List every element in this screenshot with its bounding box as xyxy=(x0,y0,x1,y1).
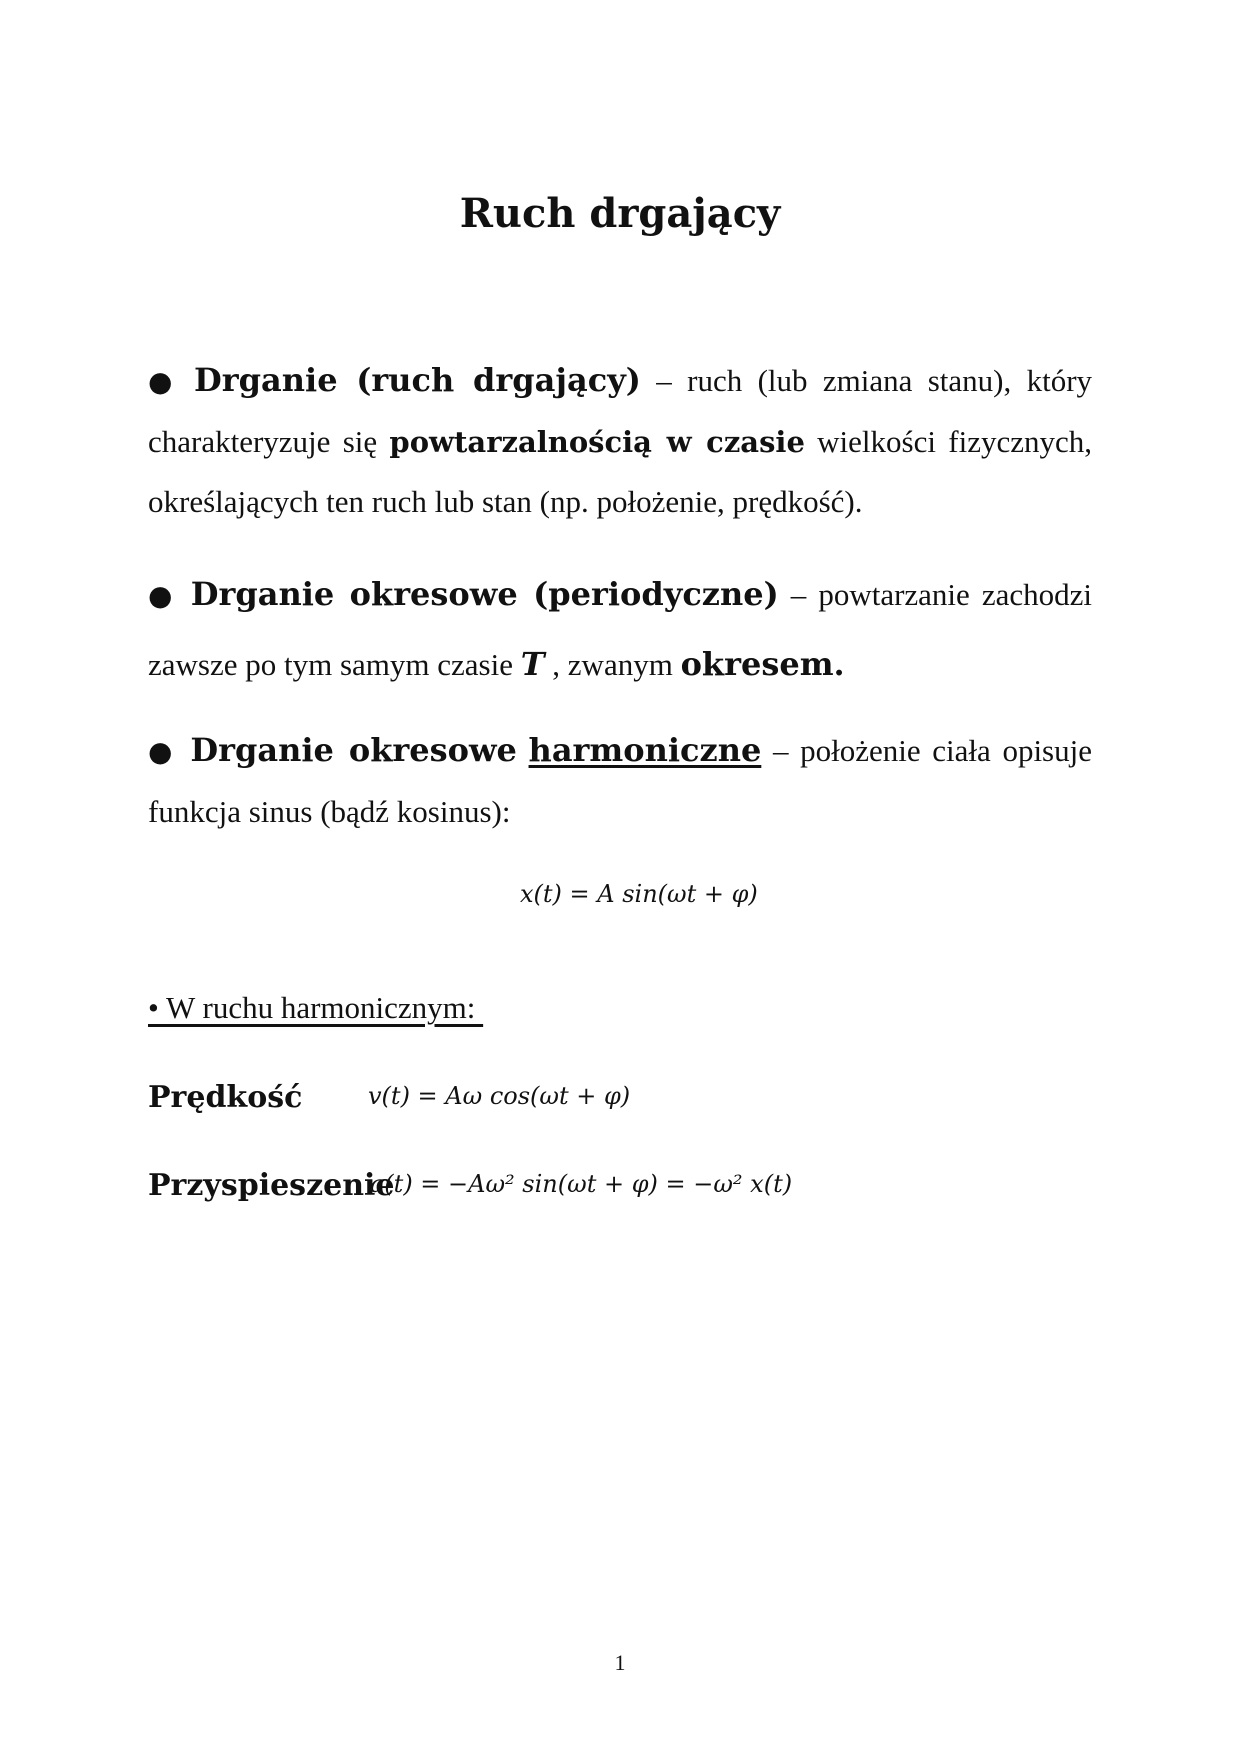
emphasis-powtarzalnosc: powtarzalnością w czasie xyxy=(389,425,805,459)
bullet-text-cont: , zwanym xyxy=(544,647,681,682)
bullet-drganie-harmoniczne xyxy=(148,720,1092,842)
term-drganie: Drganie (ruch drgający) xyxy=(194,361,641,399)
bullet-text-cont: wielkości fizycznych, określających ten ruch lub stan (np. położenie, prędkość). xyxy=(148,424,1092,519)
term-drganie-okresowe-h: Drganie okresowe xyxy=(190,731,517,769)
label-acceleration: Przyspieszenie xyxy=(148,1168,395,1203)
label-velocity: Prędkość xyxy=(148,1080,303,1115)
bullet-icon: ● xyxy=(148,579,177,612)
formula-position: x(t) = A sin(ωt + φ) xyxy=(520,880,758,908)
bullet-icon: ● xyxy=(148,365,181,398)
symbol-period: T xyxy=(520,645,545,683)
page-number: 1 xyxy=(614,1650,626,1675)
bullet-drganie-okresowe xyxy=(148,560,1092,699)
bullet-text: – powtarzanie zachodzi zawsze po tym samym czasie xyxy=(148,577,1092,682)
formula-acceleration: a(t) = −Aω² sin(ωt + φ) = −ω² x(t) xyxy=(370,1170,793,1198)
term-drganie-okresowe: Drganie okresowe (periodyczne) xyxy=(190,575,779,613)
formula-velocity: v(t) = Aω cos(ωt + φ) xyxy=(368,1082,631,1110)
emphasis-okres: okresem. xyxy=(680,645,845,683)
page-title: Ruch drgający xyxy=(459,190,781,237)
bullet-icon: ● xyxy=(148,735,177,768)
subheading-harmonic-motion: • W ruchu harmonicznym: xyxy=(148,990,484,1025)
bullet-text: – ruch (lub zmiana stanu), który charakteryzuje się xyxy=(148,363,1093,459)
bullet-text: – położenie ciała opisuje funkcja sinus (bądź kosinus): xyxy=(148,733,1092,829)
bullet-drganie xyxy=(148,350,1092,532)
term-harmoniczne: harmoniczne xyxy=(528,731,762,769)
